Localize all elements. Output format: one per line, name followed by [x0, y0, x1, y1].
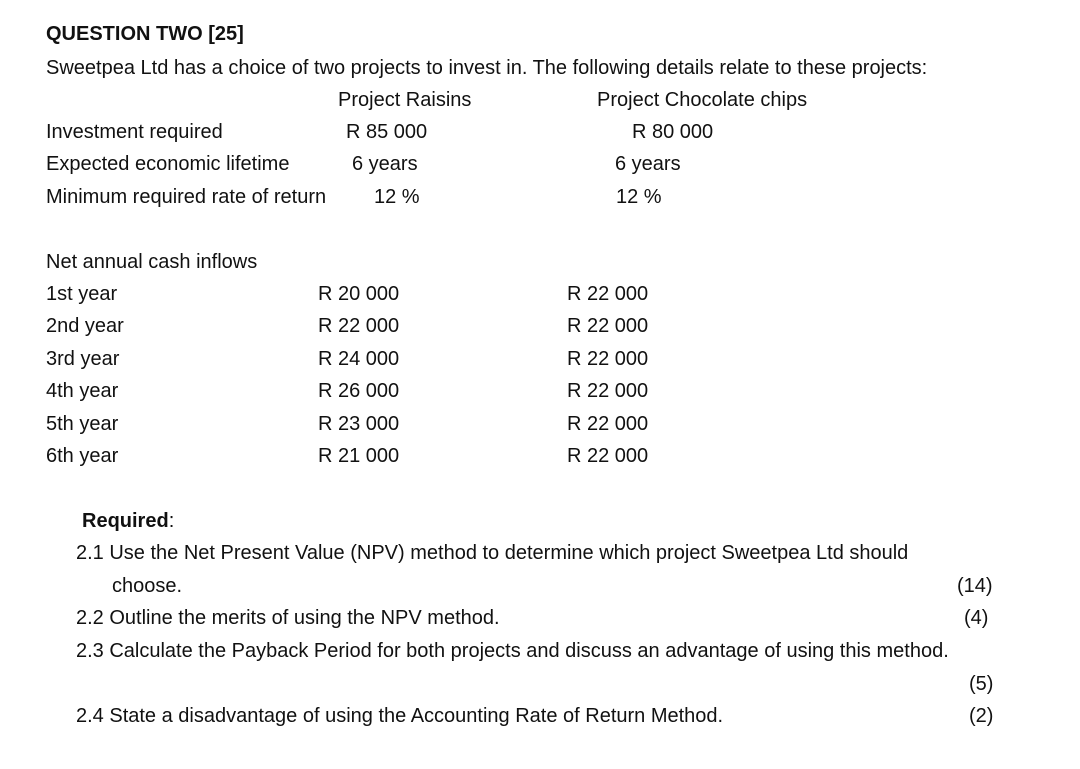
year-label: 6th year — [46, 445, 119, 467]
detail-value-chocolate: R 80 000 — [632, 121, 714, 143]
intro-text: Sweetpea Ltd has a choice of two projects to invest in. The following details relate to these projects: — [46, 57, 928, 79]
inflow-raisins: R 26 000 — [318, 380, 400, 402]
required-item-text: 2.3 Calculate the Payback Period for both projects and discuss an advantage of using this method. — [76, 640, 949, 662]
detail-value-raisins: 6 years — [352, 153, 418, 175]
required-heading — [82, 509, 174, 533]
inflow-raisins: R 24 000 — [318, 348, 400, 370]
inflow-chocolate: R 22 000 — [567, 413, 649, 435]
required-item-text-continued: choose. — [112, 575, 183, 597]
required-item-marks: (14) — [957, 575, 993, 597]
required-colon: : — [168, 510, 175, 532]
inflow-raisins: R 23 000 — [318, 413, 400, 435]
detail-value-chocolate: 6 years — [615, 153, 681, 175]
inflow-raisins: R 21 000 — [318, 445, 400, 467]
required-item-marks: (5) — [969, 673, 994, 695]
detail-value-raisins: 12 % — [374, 186, 420, 208]
required-item-text: 2.1 Use the Net Present Value (NPV) method to determine which project Sweetpea Ltd should — [76, 542, 909, 564]
required-item-text: 2.2 Outline the merits of using the NPV method. — [76, 607, 500, 629]
year-label: 5th year — [46, 413, 119, 435]
inflow-chocolate: R 22 000 — [567, 348, 649, 370]
detail-label: Expected economic lifetime — [46, 153, 290, 175]
inflow-chocolate: R 22 000 — [567, 315, 649, 337]
inflow-chocolate: R 22 000 — [567, 283, 649, 305]
inflow-raisins: R 20 000 — [318, 283, 400, 305]
inflow-chocolate: R 22 000 — [567, 445, 649, 467]
detail-value-chocolate: 12 % — [616, 186, 662, 208]
detail-label: Investment required — [46, 121, 223, 143]
inflow-raisins: R 22 000 — [318, 315, 400, 337]
column-header-raisins: Project Raisins — [338, 89, 472, 111]
detail-value-raisins: R 85 000 — [346, 121, 428, 143]
required-label: Required — [82, 510, 169, 532]
year-label: 2nd year — [46, 315, 124, 337]
detail-label: Minimum required rate of return — [46, 186, 327, 208]
required-item-text: 2.4 State a disadvantage of using the Accounting Rate of Return Method. — [76, 705, 724, 727]
question-heading: QUESTION TWO [25] — [46, 23, 244, 45]
cash-inflows-heading: Net annual cash inflows — [46, 251, 258, 273]
required-item-marks: (4) — [964, 607, 989, 629]
inflow-chocolate: R 22 000 — [567, 380, 649, 402]
year-label: 3rd year — [46, 348, 120, 370]
year-label: 1st year — [46, 283, 118, 305]
year-label: 4th year — [46, 380, 119, 402]
required-item-marks: (2) — [969, 705, 994, 727]
column-header-chocolate: Project Chocolate chips — [597, 89, 808, 111]
